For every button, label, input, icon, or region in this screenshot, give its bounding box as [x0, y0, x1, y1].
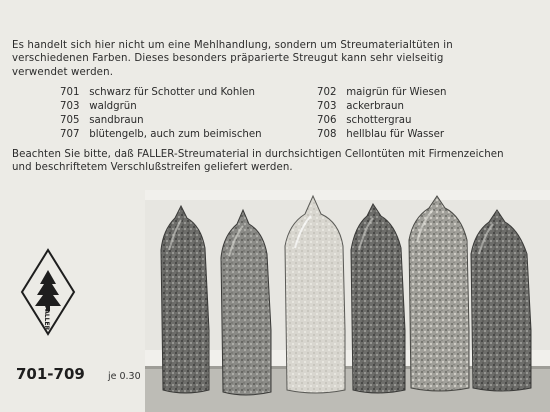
color-item [317, 86, 447, 100]
color-number: 701 [60, 87, 80, 98]
color-item [60, 114, 144, 128]
product-photo [145, 190, 550, 412]
color-name: schwarz für Schotter und Kohlen [89, 87, 255, 98]
color-item [317, 100, 404, 114]
color-name: blütengelb, auch zum beimischen [89, 129, 262, 140]
logo-brand-text: FALLER [43, 305, 50, 331]
intro-line: Es handelt sich hier nicht um eine Mehlhandlung, sondern um Streumaterialtüten in [12, 40, 453, 51]
color-number: 708 [317, 129, 337, 140]
color-name: hellblau für Wasser [346, 129, 445, 140]
intro-line: verschiedenen Farben. Dieses besonders präparierte Streugut kann sehr vielseitig [12, 53, 444, 65]
faller-logo [20, 248, 76, 336]
price-row [16, 363, 141, 385]
intro-line: verwendet werden. [12, 66, 114, 78]
color-item [317, 114, 411, 128]
intro-paragraph [12, 39, 522, 79]
material-bag [409, 196, 469, 391]
color-name: sandbraun [89, 115, 144, 126]
color-number: 702 [317, 87, 337, 98]
note-line: Beachten Sie bitte, daß FALLER-Streumaterial in durchsichtigen Cellontüten mit Firmenzeichen [12, 149, 504, 160]
color-list [0, 84, 550, 144]
color-item [60, 86, 255, 100]
article-range: 701-709 [16, 365, 85, 383]
color-name: ackerbraun [346, 101, 404, 112]
note-line: und beschriftetem Verschlußstreifen geliefert werden. [12, 162, 293, 174]
color-number: 706 [317, 115, 337, 126]
unit-price: je 0.30 [107, 371, 141, 382]
color-item [317, 128, 444, 142]
color-name: maigrün für Wiesen [346, 87, 447, 98]
color-item [60, 128, 262, 142]
color-number: 705 [60, 115, 80, 126]
color-number: 707 [60, 129, 80, 140]
delivery-note [12, 148, 532, 175]
color-name: waldgrün [89, 101, 137, 112]
color-item [60, 100, 137, 114]
color-name: schottergrau [346, 115, 412, 126]
color-number: 703 [60, 101, 80, 112]
color-number: 703 [317, 101, 337, 112]
